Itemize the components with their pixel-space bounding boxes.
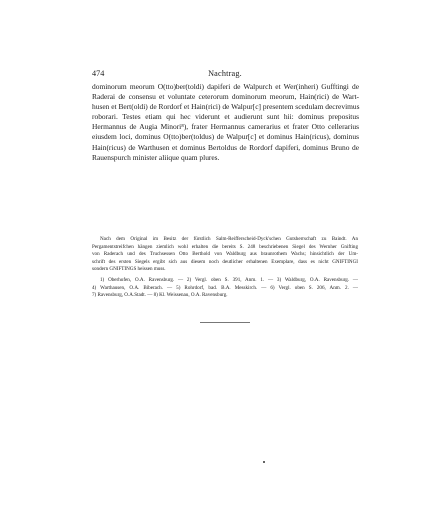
page-header [92, 68, 358, 80]
body-line: dominorum meorum O(tto)ber(toldi) dapiferi de Walpurch et Wer(inheri) Gufftingi de [92, 82, 359, 91]
charter-text [92, 82, 359, 163]
body-line: eiusdem loci, dominus O(tto)ber(toldus) de Walpur[c] et dominus Hain(ricus), dominus [92, 132, 359, 142]
running-title: Nachtrag. [208, 69, 242, 78]
footnote-line: 7) Ravensburg, O.A.Stadt. — 8) Kl. Weissenau, O.A. Ravensburg. [92, 292, 228, 298]
footnote-line: 4) Warthausen, O.A. Biberach. — 5) Rohrdorf, bad. B.A. Messkirch. — 6) Vergl. oben S. 206, Anm. 2. — [92, 284, 358, 291]
body-line: husen et Bert(oldi) de Rordorf et Hain(rici) de Walpur[c] presentem scedulam decrevimus [92, 102, 360, 112]
note-line: Pergamentstreifchen hängen ziemlich wohl erhalten die bereits S. 248 beschriebenen Siegel des Wernher Gnifting [92, 243, 358, 250]
note-line: schrift des ersten Siegels ergibt sich aus diesem noch deutlicher erhaltenen Exemplare, dass es nicht GNIFTINGI [92, 258, 358, 265]
editorial-note [92, 236, 358, 274]
footnote-line: 1) Oberhofen, O.A. Ravensburg. — 2) Vergl. oben S. 391, Anm. 1. — 3) Waldburg, O.A. Ravensburg. — [100, 277, 358, 283]
body-line: roborari. Testes etiam qui hec viderunt et audierunt sunt hii: dominus prepositus [92, 112, 359, 122]
section-divider [200, 322, 250, 323]
body-line: Hermannus de Augia Minori⁸), frater Hermannus camerarius et frater Otto cellerarius [92, 122, 359, 132]
page-number: 474 [92, 69, 105, 78]
scan-speck [263, 461, 265, 463]
note-line: Nach dem Original im Besitz der fürstlich Salm-Reifferscheid-Dyck'schen Gutsherrschaft zu Baindt. An [100, 236, 358, 242]
note-line: von Raderach und des Truchsessen Otto Berthold von Waldburg aus braunrothem Wachs; hinsichtlich der Um- [92, 251, 358, 257]
footnotes [92, 277, 358, 300]
body-line: Raderai de consensu et voluntate ceterorum dominorum meorum, Hain(rici) de Wart- [92, 92, 359, 102]
note-line: sondern GNIFTINGS heissen muss. [92, 266, 166, 272]
body-line: Rauenspurch minister aliique quam plures. [92, 152, 220, 162]
body-line: Hain(ricus) de Warthusen et dominus Bertoldus de Rordorf dapiferi, dominus Bruno de [92, 142, 359, 152]
